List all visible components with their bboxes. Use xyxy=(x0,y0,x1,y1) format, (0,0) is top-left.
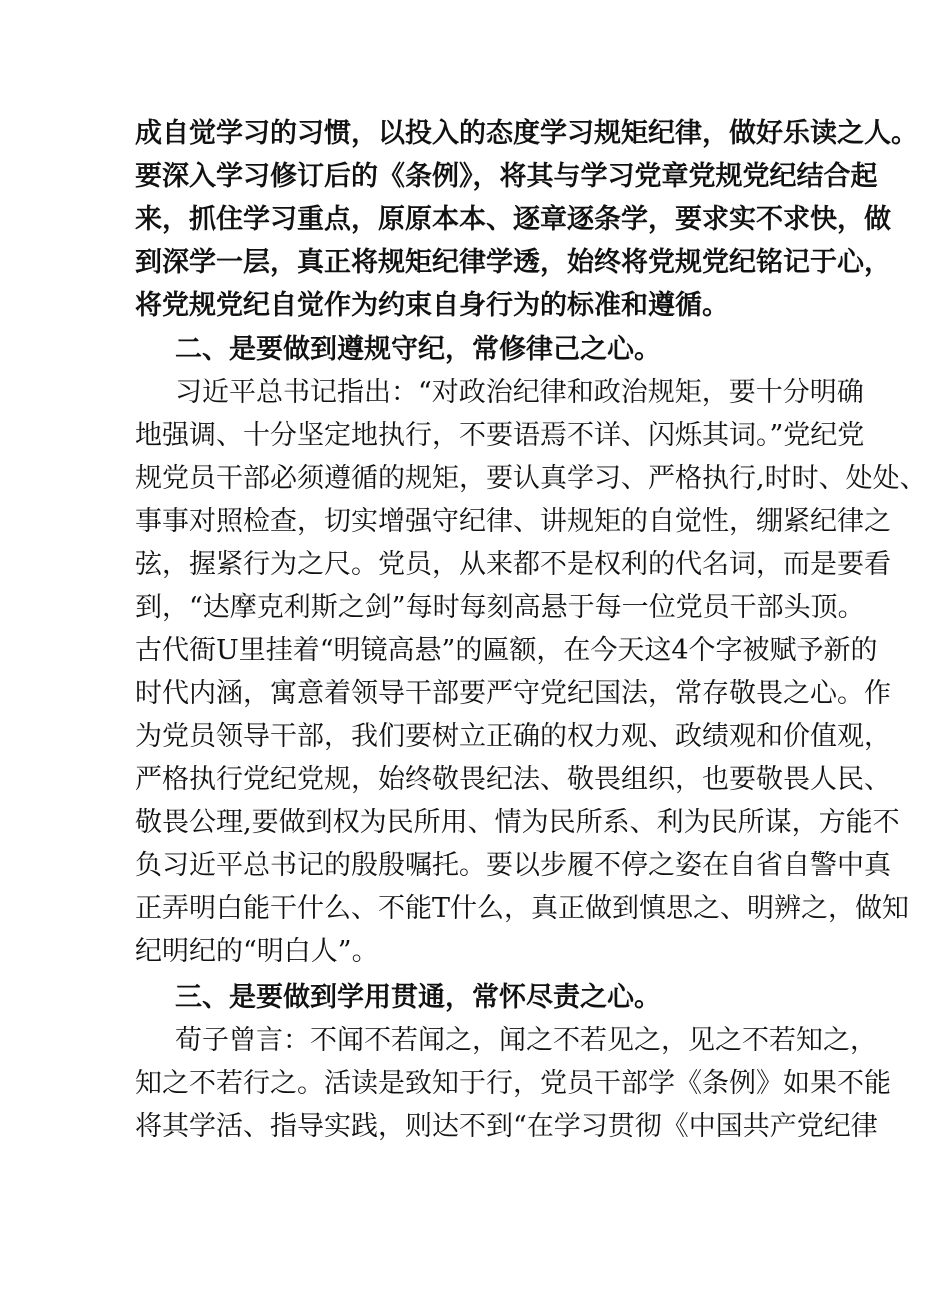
text-line: 严格执行党纪党规，始终敬畏纪法、敬畏组织，也要敬畏人民、 xyxy=(135,764,891,795)
text-line: 习近平总书记指出：“对政治纪律和政治规矩，要十分明确 xyxy=(175,377,864,408)
text-line: 到，“达摩克利斯之剑”每时每刻高悬于每一位党员干部头顶。 xyxy=(135,592,865,623)
text-line: 事事对照检查，切实增强守纪律、讲规矩的自觉性，绷紧纪律之 xyxy=(135,506,891,537)
text-line: 敬畏公理,要做到权为民所用、情为民所系、利为民所谋，方能不 xyxy=(135,807,900,838)
text-line: 将党规党纪自觉作为约束自身行为的标准和遵循。 xyxy=(135,290,729,321)
section-heading: 三、是要做到学用贯通，常怀尽责之心。 xyxy=(175,982,661,1013)
text-line: 时代内涵，寓意着领导干部要严守党纪国法，常存敬畏之心。作 xyxy=(135,678,891,709)
text-line: 古代衙U里挂着“明镜高悬”的匾额，在今天这4个字被赋予新的 xyxy=(135,635,878,666)
text-line: 知之不若行之。活读是致知于行，党员干部学《条例》如果不能 xyxy=(135,1068,891,1099)
text-line: 规党员干部必须遵循的规矩，要认真学习、严格执行,时时、处处、 xyxy=(135,463,927,494)
text-line: 地强调、十分坚定地执行，不要语焉不详、闪烁其词。”党纪党 xyxy=(135,420,865,451)
text-line: 到深学一层，真正将规矩纪律学透，始终将党规党纪铭记于心， xyxy=(135,247,891,278)
text-line: 要深入学习修订后的《条例》，将其与学习党章党规党纪结合起 xyxy=(135,161,878,192)
text-line: 为党员领导干部，我们要树立正确的权力观、政绩观和价值观， xyxy=(135,721,891,752)
text-line: 成自觉学习的习惯，以投入的态度学习规矩纪律，做好乐读之人。 xyxy=(135,118,918,149)
text-line: 将其学活、指导实践，则达不到“在学习贯彻《中国共产党纪律 xyxy=(135,1111,878,1142)
text-line: 纪明纪的“明白人”。 xyxy=(135,936,379,967)
text-line: 正弄明白能干什么、不能T什么，真正做到慎思之、明辨之，做知 xyxy=(135,893,910,924)
text-line: 荀子曾言：不闻不若闻之，闻之不若见之，见之不若知之， xyxy=(175,1025,877,1056)
text-line: 来，抓住学习重点，原原本本、逐章逐条学，要求实不求快，做 xyxy=(135,204,891,235)
text-line: 弦，握紧行为之尺。党员，从来都不是权利的代名词，而是要看 xyxy=(135,549,891,580)
text-line: 负习近平总书记的殷殷嘱托。要以步履不停之姿在自省自警中真 xyxy=(135,850,891,881)
section-heading: 二、是要做到遵规守纪，常修律己之心。 xyxy=(175,334,661,365)
